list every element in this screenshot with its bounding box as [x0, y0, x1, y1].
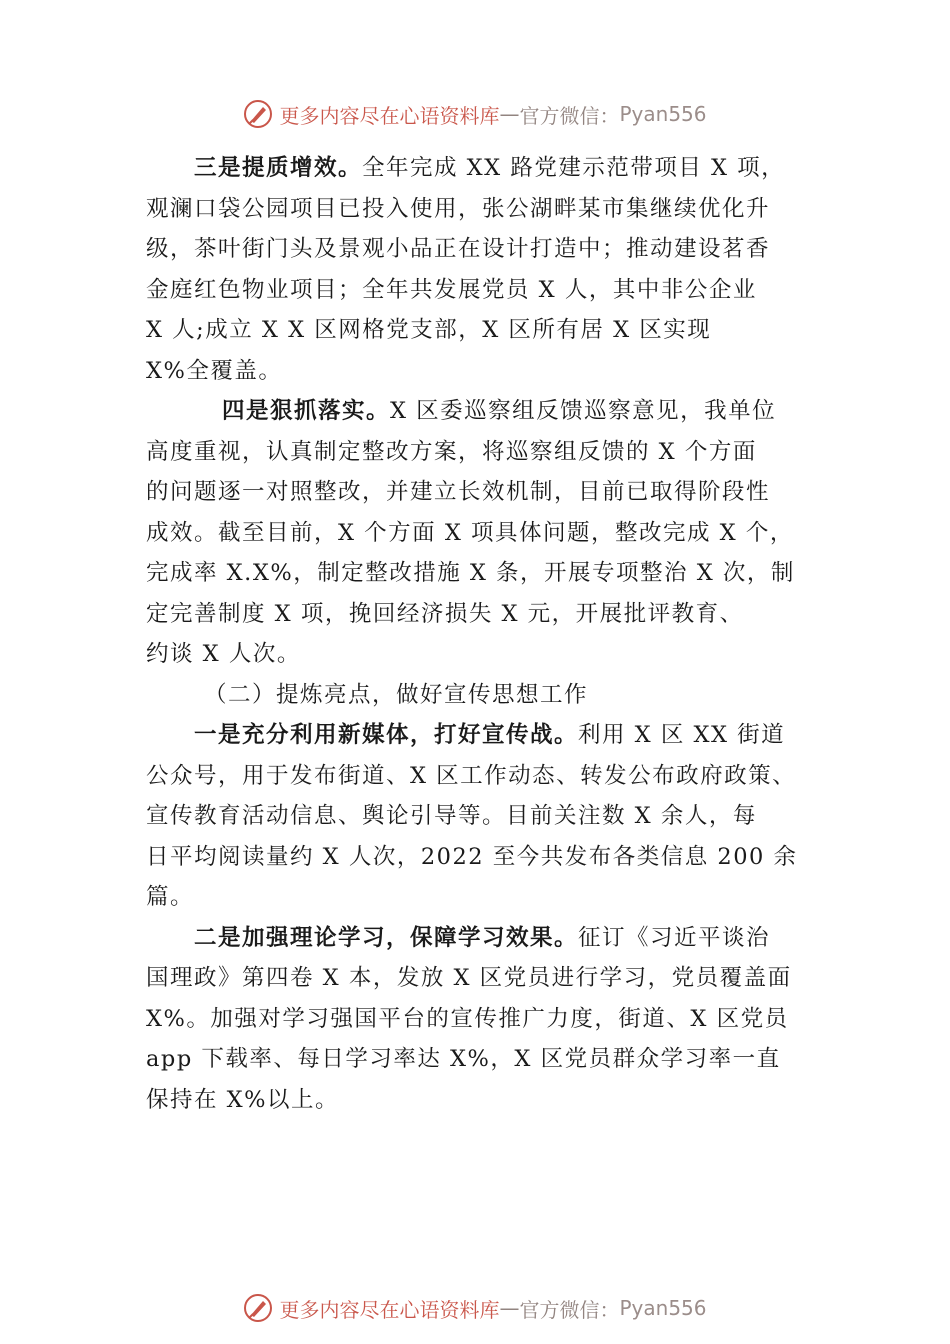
paragraph-2-line-4: 成效。截至目前，X 个方面 X 项具体问题，整改完成 X 个， — [146, 519, 794, 546]
paragraph-3-line-5: 篇。 — [146, 884, 195, 910]
watermark-dash: — — [499, 1296, 520, 1320]
quill-logo-icon — [243, 99, 273, 129]
watermark-wechat-id: Pyan556 — [619, 1296, 707, 1320]
paragraph-4-line-3: X%。加强对学习强国平台的宣传推广力度，街道、X 区党员 — [146, 1005, 789, 1032]
paragraph-2-line-2: 高度重视，认真制定整改方案，将巡察组反馈的 X 个方面 — [146, 438, 757, 465]
watermark-wechat-label: 官方微信： — [519, 1297, 620, 1322]
paragraph-2-line-1: 四是狠抓落实。X 区委巡察组反馈巡察意见，我单位 — [222, 398, 777, 424]
footer-watermark — [0, 1288, 950, 1328]
paragraph-1-lead: 三是提质增效。 — [194, 155, 363, 181]
paragraph-1-line-4: 金庭红色物业项目；全年共发展党员 X 人，其中非公企业 — [146, 276, 757, 303]
paragraph-1-line-1: 三是提质增效。全年完成 XX 路党建示范带项目 X 项， — [194, 155, 786, 181]
paragraph-2-lead: 四是狠抓落实。 — [222, 398, 391, 424]
document-body — [146, 148, 816, 1120]
watermark-brand: 更多内容尽在心语资料库 — [279, 103, 500, 128]
watermark-dash: — — [499, 102, 520, 126]
quill-logo-icon — [243, 1293, 273, 1323]
paragraph-4-line-5: 保持在 X%以上。 — [146, 1086, 340, 1113]
paragraph-2-line-3: 的问题逐一对照整改，并建立长效机制，目前已取得阶段性 — [146, 479, 771, 505]
paragraph-1-line-2: 观澜口袋公园项目已投入使用，张公湖畔某市集继续优化升 — [146, 195, 771, 222]
paragraph-3-line-4: 日平均阅读量约 X 人次，2022 至今共发布各类信息 200 余 — [146, 843, 798, 870]
paragraph-2-line-5: 完成率 X.X%，制定整改措施 X 条，开展专项整治 X 次，制 — [146, 560, 795, 586]
watermark-brand: 更多内容尽在心语资料库 — [279, 1297, 500, 1322]
section-heading: （二）提炼亮点，做好宣传思想工作 — [204, 681, 589, 708]
paragraph-3-lead: 一是充分利用新媒体，打好宣传战。 — [194, 722, 579, 748]
paragraph-1-line-3: 级，茶叶街门头及景观小品正在设计打造中；推动建设茗香 — [146, 236, 771, 262]
paragraph-4-line-1: 二是加强理论学习，保障学习效果。征订《习近平谈治 — [194, 924, 771, 951]
paragraph-4-line-2: 国理政》第四卷 X 本，发放 X 区党员进行学习，党员覆盖面 — [146, 965, 792, 991]
watermark-wechat-label: 官方微信： — [519, 103, 620, 128]
paragraph-4-line-4: app 下载率、每日学习率达 X%，X 区党员群众学习率一直 — [146, 1046, 781, 1072]
paragraph-1-line-5: X 人;成立 X X 区网格党支部，X 区所有居 X 区实现 — [146, 317, 712, 343]
paragraph-3-line-1: 一是充分利用新媒体，打好宣传战。利用 X 区 XX 街道 — [194, 722, 786, 748]
paragraph-4-lead: 二是加强理论学习，保障学习效果。 — [194, 924, 579, 951]
header-watermark — [0, 94, 950, 134]
paragraph-2-line-7: 约谈 X 人次。 — [146, 641, 301, 667]
paragraph-3-line-3: 宣传教育活动信息、舆论引导等。目前关注数 X 余人，每 — [146, 803, 757, 829]
paragraph-2-line-6: 定完善制度 X 项，挽回经济损失 X 元，开展批评教育、 — [146, 600, 744, 627]
paragraph-1-line-6: X%全覆盖。 — [146, 357, 283, 384]
paragraph-3-line-2: 公众号，用于发布街道、X 区工作动态、转发公布政府政策、 — [146, 762, 797, 789]
watermark-wechat-id: Pyan556 — [619, 102, 707, 126]
